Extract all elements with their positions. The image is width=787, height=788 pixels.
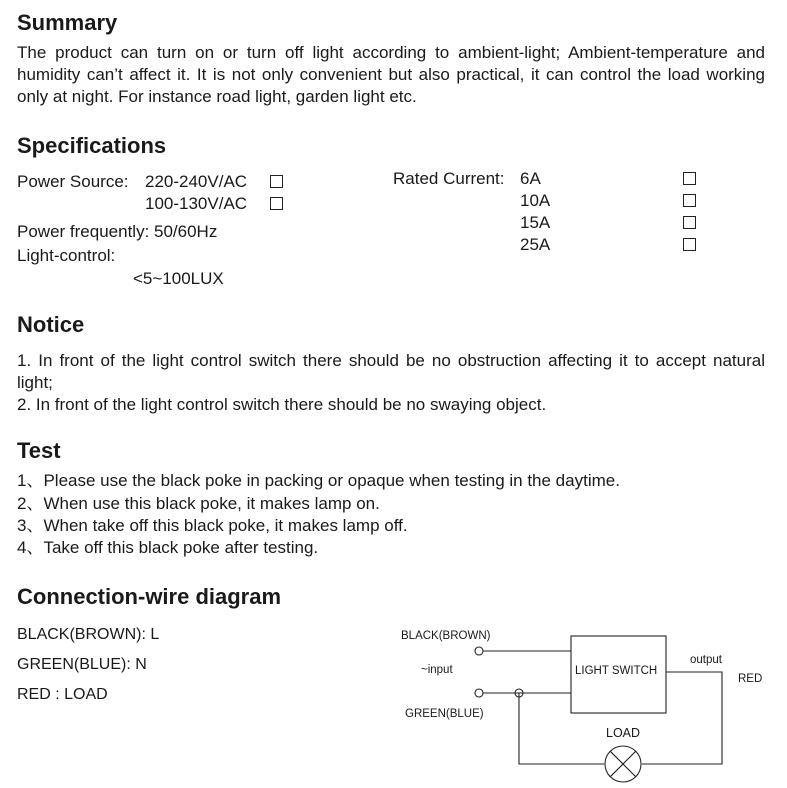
black-wire-label: BLACK(BROWN) [401, 630, 491, 642]
notice-item-1: 1. In front of the light control switch there should be no obstruction affecting it to accept natural light; [17, 351, 765, 392]
rated-current-25a: 25A [520, 235, 551, 254]
power-frequency: Power frequently: 50/60Hz [17, 222, 218, 241]
output-label: output [690, 654, 722, 666]
light-control-label: Light-control: [17, 246, 116, 265]
power-source-option-220: 220-240V/AC [145, 172, 248, 191]
input-label: ~input [421, 664, 453, 676]
legend-red-load: RED : LOAD [17, 686, 108, 703]
test-heading: Test [17, 438, 61, 463]
test-item-1: 1、Please use the black poke in packing or opaque when testing in the daytime. [17, 471, 620, 490]
rated-current-10a: 10A [520, 191, 551, 210]
test-item-2: 2、When use this black poke, it makes lamp on. [17, 494, 380, 513]
notice-item-2: 2. In front of the light control switch there should be no swaying object. [17, 395, 547, 414]
power-source-option-100: 100-130V/AC [145, 194, 248, 213]
summary-heading: Summary [17, 10, 118, 35]
neutral-load-wire [519, 693, 604, 764]
notice-heading: Notice [17, 312, 85, 337]
light-switch-label: LIGHT SWITCH [575, 665, 658, 677]
summary-text: The product can turn on or turn off light according to ambient-light; Ambient-temperature and humidity can’t affect it. It is not only convenient but also practical, it can control the load working only at night. For instance road light, garden light etc. [17, 43, 765, 106]
red-wire [642, 672, 722, 764]
specifications-heading: Specifications [17, 133, 167, 158]
power-source-label: Power Source: [17, 172, 129, 191]
test-item-3: 3、When take off this black poke, it makes lamp off. [17, 516, 408, 535]
test-item-4: 4、Take off this black poke after testing. [17, 538, 319, 557]
black-terminal [475, 647, 483, 655]
load-label: LOAD [606, 726, 641, 740]
legend-green-blue: GREEN(BLUE): N [17, 656, 147, 673]
rated-current-6a: 6A [520, 169, 541, 188]
legend-black-brown: BLACK(BROWN): L [17, 626, 160, 643]
green-wire-label: GREEN(BLUE) [405, 708, 484, 720]
rated-current-15a: 15A [520, 213, 551, 232]
connection-heading: Connection-wire diagram [17, 584, 282, 609]
rated-current-label: Rated Current: [393, 169, 505, 188]
red-label: RED [738, 673, 763, 685]
green-terminal [475, 689, 483, 697]
light-control-value: <5~100LUX [133, 269, 224, 288]
